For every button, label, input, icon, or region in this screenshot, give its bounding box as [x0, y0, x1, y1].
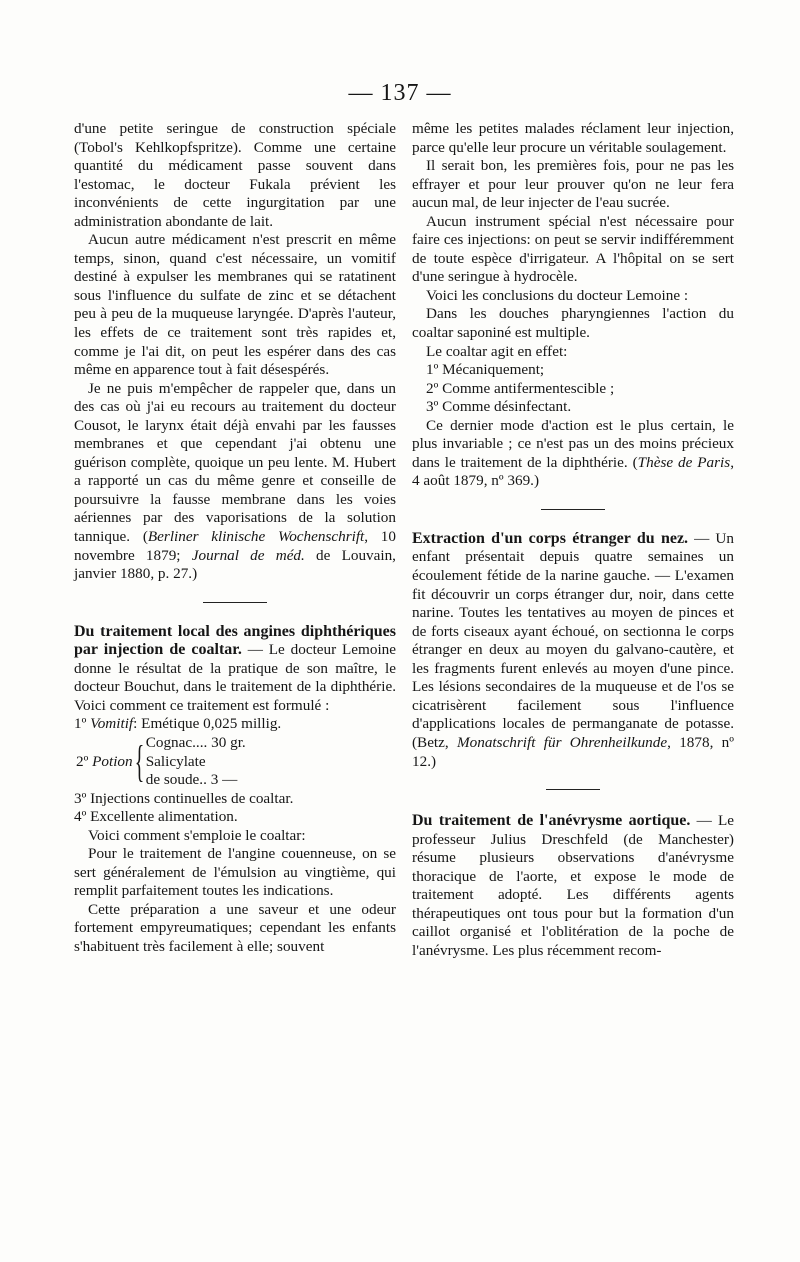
- section-heading: Du traitement de l'anévrysme aortique. — Le professeur Julius Dreschfeld (de Manchester) résume plusieurs observations d'anévrysme thoracique de l'aorte, et expose le mode de traitement adopté. Les différents agents thérapeutiques ont tous pour but la formation d'un caillot organisé et l'oblitération de la poche de l'anévrysme. Les plus récemment recom-: [412, 812, 734, 959]
- page-number: — 137 —: [348, 80, 452, 106]
- list-item: 2º Comme antifermentescible ;: [426, 379, 615, 397]
- section-heading: Extraction d'un corps étranger du nez. — Un enfant présentait depuis quatre semaines un écoulement fétide de la narine gauche. — L'examen fit découvrir un corps étranger dur, noir, dans cette narine. Toutes les tentatives au moyen de pinces et de forts ciseaux ayant échoué, on sectionna le corps étranger en deux au moyen du galvano-cautère, et les fragments furent enlevés au moyen d'une pince. Les lésions secondaires de la muqueuse et de l'os se cicatrisèrent facilement sous l'influence d'applications locales de permanganate de potasse. (Betz, Monatschrift für Ohrenheilkunde, 1878, nº 12.): [412, 529, 734, 770]
- list-item: 2º Potion { Cognac.... 30 gr. Salicylate de soude.. 3 —: [76, 733, 246, 789]
- paragraph: Pour le traitement de l'angine couenneuse, on se sert généralement de l'émulsion au vingtième, qui remplit parfaitement toutes les indications.: [74, 845, 396, 900]
- paragraph: Cette préparation a une saveur et une odeur fortement empyreumatiques; cependant les enfants s'habituent très facilement à elle; souvent: [74, 900, 396, 955]
- section-title: Du traitement de l'anévrysme aortique.: [412, 812, 691, 830]
- left-column: [74, 120, 396, 957]
- list-item: 3º Injections continuelles de coaltar.: [74, 789, 294, 807]
- section-divider: [541, 509, 605, 510]
- paragraph: Voici les conclusions du docteur Lemoine :: [426, 286, 689, 304]
- brace-glyph: {: [134, 736, 144, 786]
- paragraph: Le coaltar agit en effet:: [426, 342, 568, 360]
- paragraph: d'une petite seringue de construction spéciale (Tobol's Kehlkopfspritze). Comme une certaine quantité du médicament passe souvent dans l'estomac, le docteur Fukala prévient les inconvénients de cette ingurgitation par une administration abondante de lait.: [74, 120, 396, 230]
- paragraph: Aucun autre médicament n'est prescrit en même temps, sinon, quand c'est nécessaire, un vomitif destiné à expulser les membranes qui se ratatinent sous l'influence du sulfate de zinc et se détachent peu à peu de la muqueuse laryngée. D'après l'auteur, les effets de ce traitement sont très rapides et, comme je l'ai dit, on peut les espérer dans des cas même en apparence tout à fait désespérés.: [74, 231, 396, 379]
- right-column: [412, 120, 734, 960]
- paragraph: Il serait bon, les premières fois, pour ne pas les effrayer et pour leur prouver qu'on ne leur fera aucun mal, de leur injecter de l'eau sucrée.: [412, 157, 734, 212]
- citation: Thèse de Paris: [637, 453, 731, 471]
- paragraph: Voici comment s'emploie le coaltar:: [88, 826, 306, 844]
- section-title: Extraction d'un corps étranger du nez.: [412, 529, 689, 547]
- section-divider: [546, 789, 600, 790]
- section-title: Du traitement local des angines diphthériques par injection de coaltar.: [74, 622, 396, 659]
- section-divider: [203, 602, 267, 603]
- paragraph: Ce dernier mode d'action est le plus certain, le plus invariable ; ce n'est pas un des moins précieux dans le traitement de la diphthérie. (Thèse de Paris, 4 août 1879, nº 369.): [412, 416, 734, 490]
- citation: Berliner klinische Wochenschrift: [147, 528, 365, 546]
- citation: Journal de méd.: [191, 546, 305, 564]
- prescription-list: [74, 715, 396, 826]
- list-item: 3º Comme désinfectant.: [426, 398, 572, 416]
- list-item: 4º Excellente alimentation.: [74, 808, 238, 826]
- paragraph: Dans les douches pharyngiennes l'action du coaltar saponiné est multiple.: [412, 305, 734, 342]
- citation: Monatschrift für Ohrenheilkunde: [457, 733, 668, 751]
- paragraph: même les petites malades réclament leur injection, parce qu'elle leur procure un véritable soulagement.: [412, 120, 734, 156]
- paragraph: Je ne puis m'empêcher de rappeler que, dans un des cas où j'ai eu recours au traitement du docteur Cousot, le larynx était déjà envahi par les fausses membranes et que cependant j'ai obtenu une guérison complète, quoique un peu lente. M. Hubert a rapporté un cas du même genre et conseille de poursuivre la fausse membrane dans les voies aériennes par des vaporisations de la solution tannique. (Berliner klinische Wochenschrift, 10 novembre 1879; Journal de méd. de Louvain, janvier 1880, p. 27.): [74, 379, 396, 583]
- list-item: 1º Vomitif: Emétique 0,025 millig.: [74, 715, 282, 733]
- section-heading: Du traitement local des angines diphthériques par injection de coaltar. — Le docteur Lemoine donne le résultat de la pratique de son maître, le docteur Bouchut, dans le traitement de la diphthérie. Voici comment ce traitement est formulé :: [74, 622, 396, 714]
- paragraph: Aucun instrument spécial n'est nécessaire pour faire ces injections: on peut se servir indifféremment de toute espèce d'irrigateur. A l'hôpital on se sert d'une seringue à hydrocèle.: [412, 212, 734, 286]
- list-item: 1º Mécaniquement;: [426, 361, 545, 379]
